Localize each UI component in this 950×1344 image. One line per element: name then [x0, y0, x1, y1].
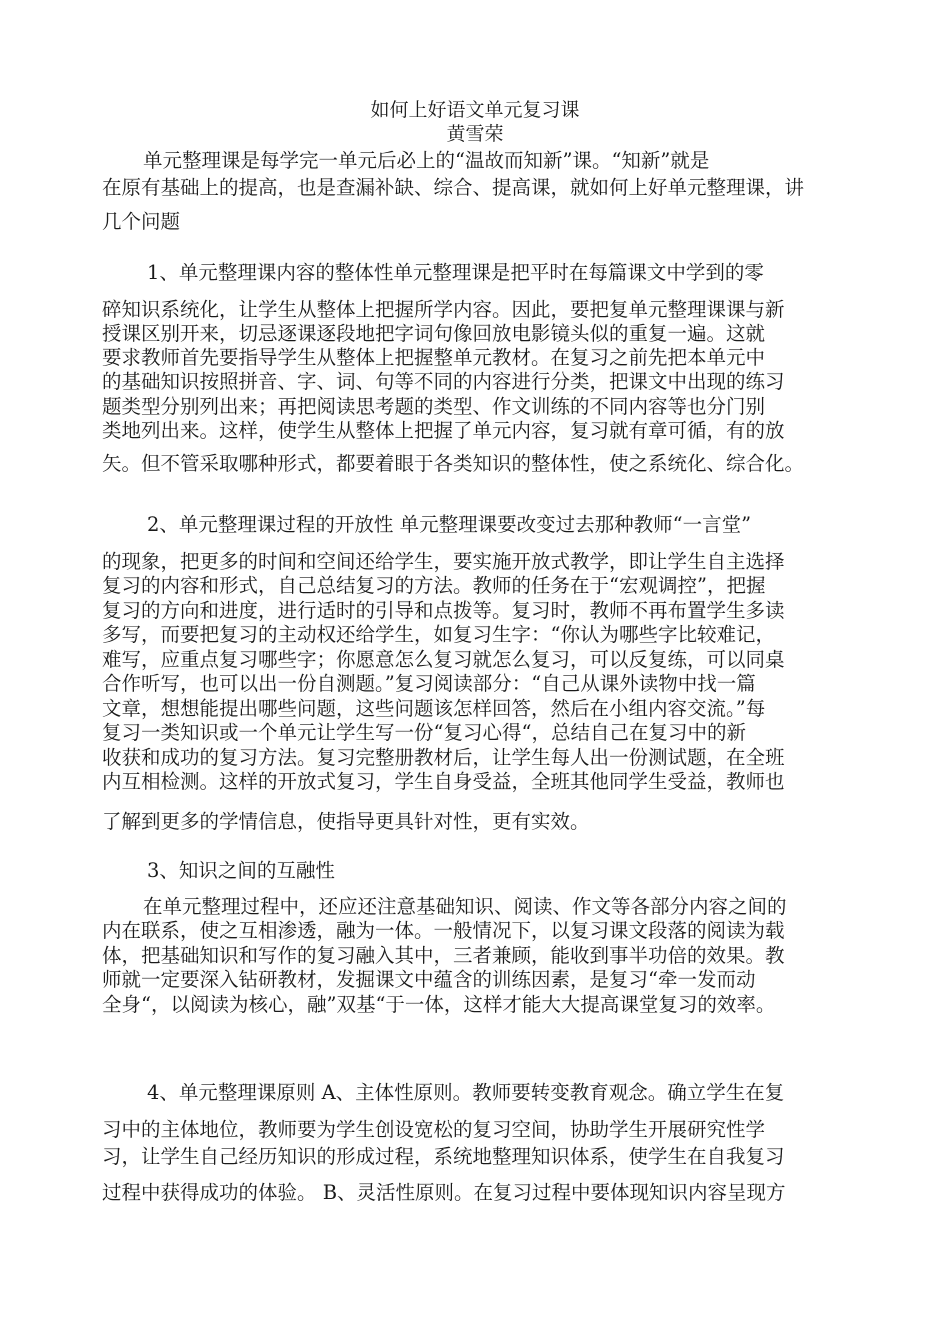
- section3-line: 全身“，以阅读为核心，融”双基“于一体，这样才能大大提高课堂复习的效率。: [102, 993, 776, 1016]
- section2-line: 了解到更多的学情信息，使指导更具针对性，更有实效。: [102, 810, 590, 833]
- section4-line: 4、单元整理课原则 A、主体性原则。教师要转变教育观念。确立学生在复: [147, 1081, 785, 1104]
- section4-line: 习，让学生自己经历知识的形成过程，系统地整理知识体系，使学生在自我复习: [102, 1145, 785, 1168]
- section2-line: 合作听写，也可以出一份自测题。”复习阅读部分：“自己从课外读物中找一篇: [102, 672, 756, 695]
- section3-line: 体，把基础知识和写作的复习融入其中，三者兼顾，能收到事半功倍的效果。教: [102, 944, 785, 967]
- section3-heading: 3、知识之间的互融性: [147, 859, 335, 882]
- section1-line: 1、单元整理课内容的整体性单元整理课是把平时在每篇课文中学到的零: [147, 261, 764, 284]
- section1-line: 类地列出来。这样，使学生从整体上把握了单元内容，复习就有章可循，有的放: [102, 419, 785, 442]
- section2-line: 收获和成功的复习方法。复习完整册教材后，让学生每人出一份测试题，在全班: [102, 746, 785, 769]
- section1-line: 矢。但不管采取哪种形式，都要着眼于各类知识的整体性，使之系统化、综合化。: [102, 452, 805, 475]
- intro-line: 单元整理课是每学完一单元后必上的“温故而知新”课。“知新”就是: [143, 149, 710, 172]
- section1-line: 要求教师首先要指导学生从整体上把握整单元教材。在复习之前先把本单元中: [102, 346, 766, 369]
- section3-line: 师就一定要深入钻研教材，发掘课文中蕴含的训练因素，是复习“牵一发而动: [102, 968, 756, 991]
- section2-line: 复习的内容和形式，自己总结复习的方法。教师的任务在于“宏观调控”，把握: [102, 574, 766, 597]
- section4-line: 习中的主体地位，教师要为学生创设宽松的复习空间，协助学生开展研究性学: [102, 1118, 766, 1141]
- section2-line: 多写，而要把复习的主动权还给学生，如复习生字：“你认为哪些字比较难记，: [102, 623, 775, 646]
- section3-line: 在单元整理过程中，还应还注意基础知识、阅读、作文等各部分内容之间的: [143, 895, 787, 918]
- section4-line: 过程中获得成功的体验。 B、灵活性原则。在复习过程中要体现知识内容呈现方: [102, 1181, 786, 1204]
- section2-line: 复习一类知识或一个单元让学生写一份“复习心得“，总结自己在复习中的新: [102, 721, 746, 744]
- section2-line: 文章，想想能提出哪些问题，这些问题该怎样回答，然后在小组内容交流。”每: [102, 697, 766, 720]
- section2-line: 的现象，把更多的时间和空间还给学生，要实施开放式教学，即让学生自主选择: [102, 550, 785, 573]
- section1-line: 题类型分别列出来；再把阅读思考题的类型、作文训练的不同内容等也分门别: [102, 395, 766, 418]
- section2-line: 2、单元整理课过程的开放性 单元整理课要改变过去那种教师“一言堂”: [147, 513, 752, 536]
- section1-line: 的基础知识按照拼音、字、词、句等不同的内容进行分类，把课文中出现的练习: [102, 370, 785, 393]
- section1-line: 碎知识系统化，让学生从整体上把握所学内容。因此，要把复单元整理课课与新: [102, 298, 785, 321]
- document-title: 如何上好语文单元复习课: [370, 99, 580, 121]
- section1-line: 授课区别开来，切忌逐课逐段地把字词句像回放电影镜头似的重复一遍。这就: [102, 322, 766, 345]
- section2-line: 内互相检测。这样的开放式复习，学生自身受益，全班其他同学生受益，教师也: [102, 770, 785, 793]
- section2-line: 难写，应重点复习哪些字；你愿意怎么复习就怎么复习，可以反复练，可以同桌: [102, 648, 785, 671]
- intro-line: 几个问题: [102, 210, 181, 233]
- intro-line: 在原有基础上的提高，也是查漏补缺、综合、提高课，就如何上好单元整理课，讲: [102, 176, 805, 199]
- section2-line: 复习的方向和进度，进行适时的引导和点拨等。复习时，教师不再布置学生多读: [102, 599, 785, 622]
- section3-line: 内在联系，使之互相渗透，融为一体。一般情况下，以复习课文段落的阅读为载: [102, 919, 785, 942]
- document-author: 黄雪荣: [446, 123, 504, 145]
